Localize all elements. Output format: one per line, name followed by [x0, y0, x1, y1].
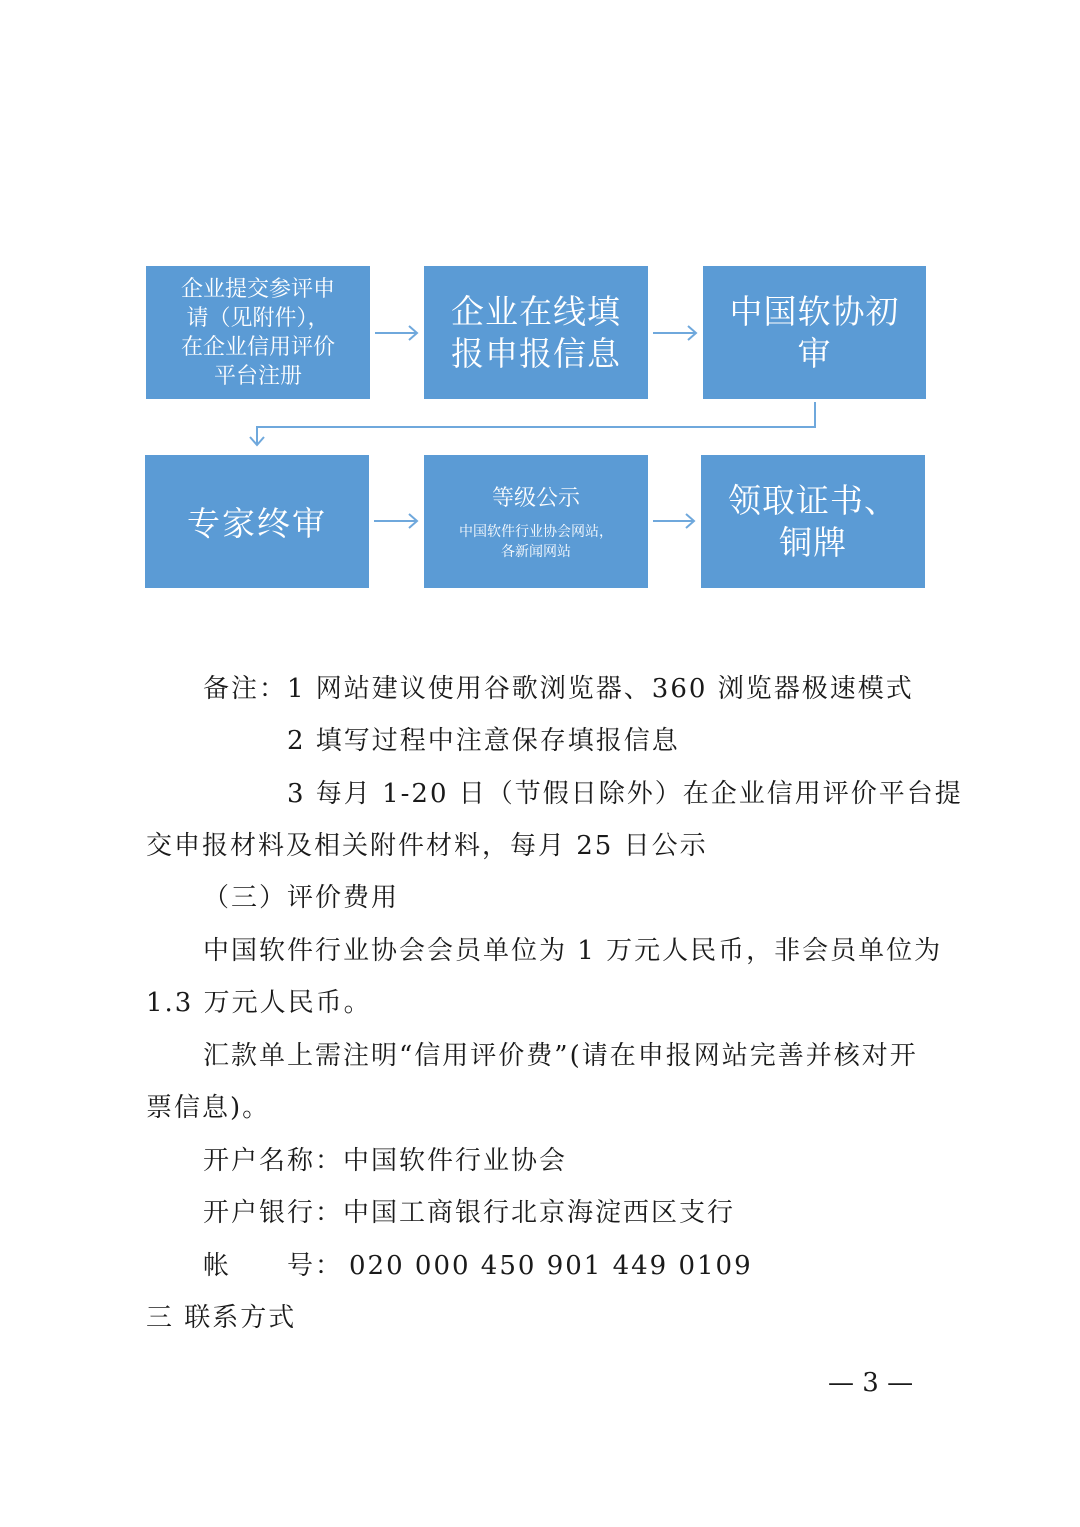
fees-paragraph-2-cont: 票信息)。: [146, 1093, 271, 1123]
flow-step-register-text: 企业提交参评申 请（见附件）， 在企业信用评价 平台注册: [180, 276, 335, 389]
flow-step-initial-review-text: 中国软协初 审: [729, 291, 900, 373]
note-3: 3 每月 1-20 日（节假日除外）在企业信用评价平台提: [287, 779, 963, 809]
fees-heading: （三）评价费用: [203, 883, 400, 913]
arrow-right-icon: [653, 514, 694, 528]
section-3-heading: 三 联系方式: [146, 1303, 297, 1333]
account-number-label: 帐 号：: [203, 1251, 344, 1281]
fees-paragraph-1: 中国软件行业协会会员单位为 1 万元人民币，非会员单位为: [203, 936, 943, 966]
account-name: 开户名称：中国软件行业协会: [203, 1146, 568, 1176]
page-number: — 3 —: [828, 1368, 914, 1398]
account-number: 020 000 450 901 449 0109: [349, 1251, 753, 1281]
flow-step-publicity-sub: 中国软件行业协会网站， 各新闻网站: [459, 524, 613, 560]
arrow-down-left-icon: [250, 402, 815, 445]
flow-step-publicity-title: 等级公示: [491, 486, 580, 511]
arrow-right-icon: [374, 514, 417, 528]
note-2: 2 填写过程中注意保存填报信息: [287, 726, 680, 756]
flow-step-fill-online-text: 企业在线填 报申报信息: [451, 291, 621, 373]
flow-step-certificate-text: 领取证书、 铜牌: [728, 480, 898, 562]
flow-arrows: [0, 0, 1080, 620]
note-1: 备注：1 网站建议使用谷歌浏览器、360 浏览器极速模式: [203, 674, 914, 704]
arrow-right-icon: [375, 326, 417, 340]
flow-step-expert-review-text: 专家终审: [187, 504, 327, 543]
fees-paragraph-2: 汇款单上需注明“信用评价费”(请在申报网站完善并核对开: [203, 1041, 918, 1071]
arrow-right-icon: [653, 326, 696, 340]
fees-paragraph-1-cont: 1.3 万元人民币。: [146, 988, 372, 1018]
note-3-cont: 交申报材料及相关附件材料，每月 25 日公示: [146, 831, 708, 861]
account-number-row: [203, 1246, 753, 1286]
bank-name: 开户银行：中国工商银行北京海淀西区支行: [203, 1198, 736, 1228]
